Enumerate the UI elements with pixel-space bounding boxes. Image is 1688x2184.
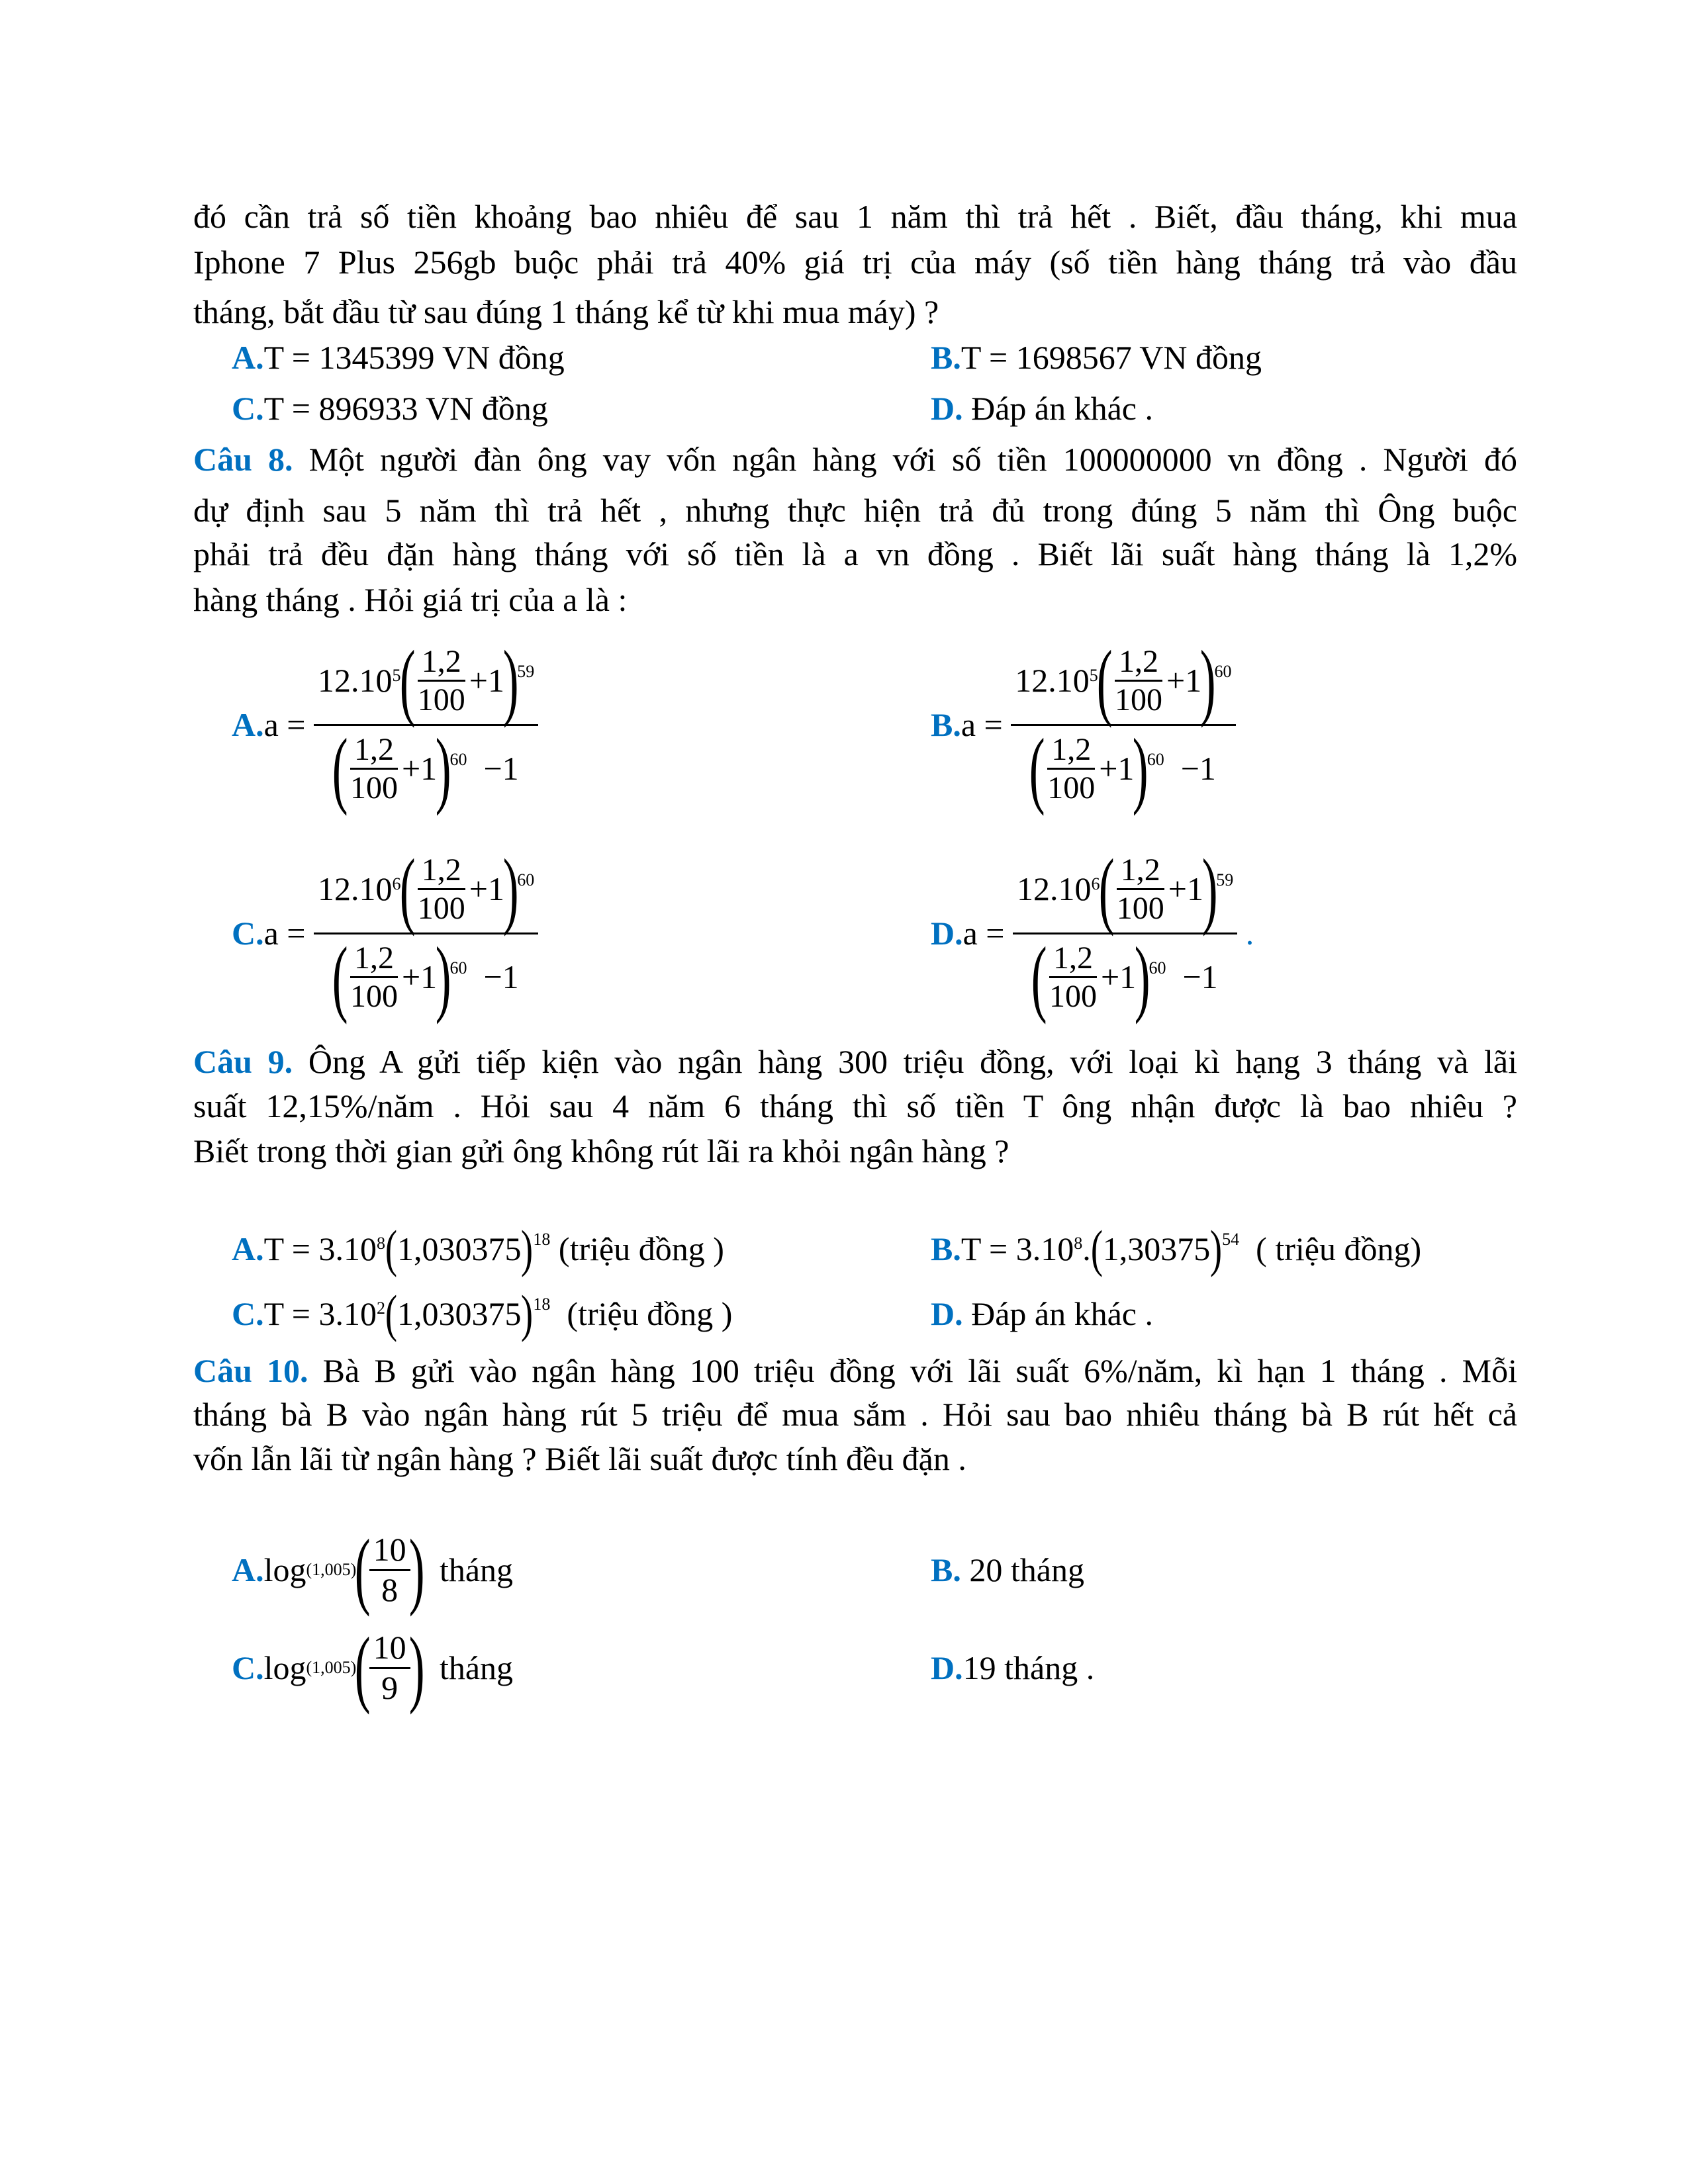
math-text: 100 bbox=[1049, 979, 1097, 1014]
parenthesis: ) bbox=[1201, 841, 1218, 937]
main-fraction bbox=[314, 633, 538, 817]
math-text: 1,2 bbox=[1117, 852, 1164, 890]
fraction-part bbox=[1029, 929, 1222, 1025]
math-group bbox=[1017, 841, 1234, 937]
option-label: A. bbox=[232, 1230, 264, 1267]
math-text: 19 tháng . bbox=[962, 1649, 1095, 1686]
q8-option-c[interactable] bbox=[232, 837, 538, 1029]
math-group bbox=[346, 731, 402, 806]
math-group bbox=[369, 1629, 410, 1707]
math-text: 1,2 bbox=[418, 643, 465, 682]
q9-option-b[interactable] bbox=[931, 1222, 1421, 1275]
question-label: Câu 9. bbox=[193, 1043, 293, 1080]
q8-line-2: dự định sau 5 năm thì trả hết , nhưng thực hiện trả đủ trong đúng 5 năm thì Ông buộc bbox=[193, 492, 1517, 529]
parenthesis: ) bbox=[435, 721, 451, 817]
fraction-part bbox=[314, 841, 538, 937]
q8-line-3: phải trả đều đặn hàng tháng với số tiền là a vn đồng . Biết lãi suất hàng tháng là 1,2% bbox=[193, 535, 1517, 572]
intro-line-3: tháng, bắt đầu từ sau đúng 1 tháng kể từ khi mua máy) ? bbox=[193, 293, 939, 330]
math-group bbox=[1031, 929, 1218, 1025]
math-text: . bbox=[1082, 1230, 1091, 1267]
math-text: +1 bbox=[1168, 870, 1203, 907]
math-text: 6 bbox=[1091, 874, 1100, 893]
math-text: T = 3.10 bbox=[263, 1295, 377, 1332]
math-group bbox=[414, 643, 469, 718]
math-text: +1 bbox=[469, 870, 504, 907]
main-fraction bbox=[1011, 633, 1235, 817]
q7-option-d[interactable] bbox=[931, 388, 1153, 428]
math-text: +1 bbox=[1100, 958, 1137, 995]
math-text: 100 bbox=[1116, 891, 1164, 926]
math-text: 5 bbox=[392, 665, 401, 685]
math-text: 12.10 bbox=[1017, 870, 1092, 907]
math-text: (triệu đồng ) bbox=[558, 1230, 724, 1267]
math-text: −1 bbox=[1180, 749, 1216, 787]
math-text: +1 bbox=[1099, 749, 1135, 787]
q10-option-c[interactable] bbox=[232, 1621, 513, 1714]
intro-line-2: Iphone 7 Plus 256gb buộc phải trả 40% giá trị của máy (số tiền hàng tháng trả vào đầu bbox=[193, 244, 1517, 281]
math-group bbox=[318, 841, 535, 937]
fraction-part bbox=[330, 721, 523, 817]
parenthesis: ( bbox=[355, 1620, 371, 1715]
fraction-part bbox=[1013, 841, 1237, 937]
math-text: 12.10 bbox=[1015, 661, 1090, 699]
math-text: 18 bbox=[533, 1295, 551, 1314]
parenthesis: ) bbox=[521, 1285, 534, 1342]
option-label: D. bbox=[931, 390, 963, 427]
math-group bbox=[318, 633, 535, 729]
question-text: Một người đàn ông vay vốn ngân hàng với số tiền 100000000 vn đồng . Người đó bbox=[308, 441, 1518, 478]
math-text: 59 bbox=[517, 661, 535, 681]
math-text: 1,30375 bbox=[1102, 1230, 1211, 1267]
option-label: D. bbox=[931, 1295, 963, 1332]
math-text: +1 bbox=[401, 749, 438, 787]
option-text: Đáp án khác . bbox=[971, 390, 1153, 427]
option-label: B. bbox=[931, 1230, 961, 1267]
math-text: 9 bbox=[381, 1668, 399, 1706]
option-label: B. bbox=[931, 706, 961, 743]
q8-line-4: hàng tháng . Hỏi giá trị của a là : bbox=[193, 581, 628, 618]
parenthesis: ( bbox=[399, 633, 416, 729]
q10-option-b[interactable] bbox=[931, 1524, 1084, 1616]
math-text: 5 bbox=[1089, 665, 1098, 685]
lhs: a = bbox=[961, 706, 1003, 743]
math-text: 100 bbox=[350, 979, 398, 1014]
lhs: a = bbox=[962, 915, 1005, 952]
math-text: 6 bbox=[392, 874, 401, 893]
main-fraction bbox=[1013, 841, 1237, 1025]
math-text: 8 bbox=[381, 1570, 399, 1608]
parenthesis: ) bbox=[502, 841, 519, 937]
trailing-dot: . bbox=[1245, 915, 1254, 952]
option-label: B. bbox=[931, 1551, 961, 1588]
q9-option-c[interactable] bbox=[232, 1287, 732, 1340]
option-label: B. bbox=[931, 339, 961, 376]
math-text: 60 bbox=[449, 749, 467, 769]
math-text: 8 bbox=[1074, 1234, 1083, 1253]
q9-line-1 bbox=[193, 1042, 1517, 1081]
q9-line-3: Biết trong thời gian gửi ông không rút lãi ra khỏi ngân hàng ? bbox=[193, 1132, 1009, 1169]
math-text: −1 bbox=[483, 749, 519, 787]
math-text: 1,2 bbox=[350, 731, 398, 770]
parenthesis: ) bbox=[1210, 1220, 1223, 1277]
math-text: −1 bbox=[483, 958, 519, 995]
q10-line-3: vốn lẫn lãi từ ngân hàng ? Biết lãi suất được tính đều đặn . bbox=[193, 1440, 966, 1477]
math-text: 12.10 bbox=[318, 661, 393, 699]
parenthesis: ) bbox=[521, 1220, 534, 1277]
math-text: (triệu đồng ) bbox=[567, 1295, 733, 1332]
math-text: 10 bbox=[369, 1629, 410, 1669]
math-group bbox=[332, 929, 519, 1025]
math-text: tháng bbox=[439, 1649, 514, 1686]
parenthesis: ( bbox=[1096, 633, 1113, 729]
option-text: T = 896933 VN đồng bbox=[263, 390, 548, 427]
math-text: 2 bbox=[376, 1298, 385, 1318]
math-text: 60 bbox=[1149, 958, 1166, 978]
q8-option-b[interactable] bbox=[931, 629, 1236, 821]
math-text: 60 bbox=[449, 958, 467, 978]
option-label: C. bbox=[232, 390, 264, 427]
math-text: ( triệu đồng) bbox=[1256, 1230, 1422, 1267]
math-text: tháng bbox=[439, 1551, 514, 1588]
parenthesis: ( bbox=[1090, 1220, 1103, 1277]
parenthesis: ) bbox=[1133, 721, 1149, 817]
math-text: 54 bbox=[1222, 1230, 1240, 1249]
math-group bbox=[1015, 633, 1232, 729]
parenthesis: ( bbox=[385, 1285, 398, 1342]
math-text: 1,2 bbox=[1049, 940, 1097, 978]
math-text: 8 bbox=[376, 1234, 385, 1253]
math-text: 60 bbox=[517, 870, 535, 889]
parenthesis: ( bbox=[355, 1522, 371, 1617]
math-text: 1,030375 bbox=[397, 1230, 522, 1267]
q10-option-d[interactable] bbox=[931, 1621, 1094, 1714]
math-text: −1 bbox=[1182, 958, 1218, 995]
q9-line-2: suất 12,15%/năm . Hỏi sau 4 năm 6 tháng thì số tiền T ông nhận được là bao nhiêu ? bbox=[193, 1087, 1517, 1124]
lhs: a = bbox=[263, 915, 306, 952]
q10-line-1 bbox=[193, 1351, 1517, 1390]
math-group bbox=[332, 721, 519, 817]
parenthesis: ( bbox=[399, 841, 416, 937]
math-text: (1,005) bbox=[306, 1658, 357, 1677]
option-label: A. bbox=[232, 339, 264, 376]
option-text: T = 1345399 VN đồng bbox=[263, 339, 565, 376]
math-text: 60 bbox=[1147, 749, 1164, 769]
math-text: 100 bbox=[1047, 770, 1096, 805]
option-text: T = 1698567 VN đồng bbox=[961, 339, 1262, 376]
math-text: 12.10 bbox=[318, 870, 393, 907]
q7-option-b[interactable] bbox=[931, 338, 1262, 377]
math-text: 1,2 bbox=[350, 940, 398, 978]
parenthesis: ( bbox=[1029, 721, 1045, 817]
math-text: 10 bbox=[369, 1531, 410, 1571]
math-text: 1,2 bbox=[418, 852, 465, 890]
parenthesis: ( bbox=[332, 929, 348, 1025]
math-text: 1,2 bbox=[1115, 643, 1162, 682]
math-text: 1,2 bbox=[1047, 731, 1095, 770]
math-group bbox=[1029, 721, 1216, 817]
math-group bbox=[414, 852, 469, 927]
option-label: A. bbox=[232, 1551, 264, 1588]
q7-option-a[interactable] bbox=[232, 338, 565, 377]
fraction-part bbox=[314, 633, 538, 729]
math-text: 100 bbox=[417, 891, 465, 926]
q8-option-d[interactable] bbox=[931, 837, 1254, 1029]
option-label: A. bbox=[232, 706, 264, 743]
question-label: Câu 10. bbox=[193, 1352, 308, 1389]
parenthesis: ( bbox=[1098, 841, 1115, 937]
q8-option-a[interactable] bbox=[232, 629, 538, 821]
option-label: D. bbox=[931, 915, 963, 952]
math-group bbox=[1113, 852, 1168, 927]
intro-line-1: đó cần trả số tiền khoảng bao nhiêu để sau 1 năm thì trả hết . Biết, đầu tháng, khi mua bbox=[193, 198, 1517, 235]
math-group bbox=[369, 1531, 410, 1609]
option-label: C. bbox=[232, 915, 264, 952]
q7-option-c[interactable] bbox=[232, 388, 548, 428]
main-fraction bbox=[314, 841, 538, 1025]
fraction-part bbox=[1011, 633, 1235, 729]
parenthesis: ) bbox=[408, 1522, 425, 1617]
math-text: 20 tháng bbox=[969, 1551, 1084, 1588]
math-text: (1,005) bbox=[306, 1560, 357, 1579]
math-text: 100 bbox=[417, 682, 465, 717]
math-text: T = 3.10 bbox=[263, 1230, 377, 1267]
math-group bbox=[1045, 940, 1101, 1015]
q8-line-1 bbox=[193, 439, 1517, 479]
math-text: log bbox=[263, 1551, 306, 1588]
option-label: D. bbox=[931, 1649, 963, 1686]
math-text: 100 bbox=[1115, 682, 1163, 717]
q10-option-a[interactable] bbox=[232, 1524, 513, 1616]
lhs: a = bbox=[263, 706, 306, 743]
math-text: 100 bbox=[350, 770, 398, 805]
parenthesis: ( bbox=[1031, 929, 1047, 1025]
math-group bbox=[1043, 731, 1099, 806]
fraction-part bbox=[1027, 721, 1220, 817]
q9-option-d[interactable] bbox=[931, 1287, 1153, 1340]
math-text: +1 bbox=[1166, 661, 1202, 699]
math-text: 18 bbox=[533, 1230, 551, 1249]
math-group bbox=[1111, 643, 1166, 718]
parenthesis: ( bbox=[332, 721, 348, 817]
math-text: log bbox=[263, 1649, 306, 1686]
q9-option-a[interactable] bbox=[232, 1222, 724, 1275]
math-text: 60 bbox=[1214, 661, 1232, 681]
parenthesis: ( bbox=[385, 1220, 398, 1277]
question-label: Câu 8. bbox=[193, 441, 293, 478]
math-group bbox=[346, 940, 402, 1015]
option-label: C. bbox=[232, 1649, 264, 1686]
parenthesis: ) bbox=[502, 633, 519, 729]
parenthesis: ) bbox=[1199, 633, 1216, 729]
parenthesis: ) bbox=[408, 1620, 425, 1715]
question-text: Ông A gửi tiếp kiện vào ngân hàng 300 triệu đồng, với loại kì hạng 3 tháng và lãi bbox=[308, 1043, 1517, 1080]
option-label: C. bbox=[232, 1295, 264, 1332]
fraction-part bbox=[330, 929, 523, 1025]
math-text: +1 bbox=[401, 958, 438, 995]
question-text: Bà B gửi vào ngân hàng 100 triệu đồng với lãi suất 6%/năm, kì hạn 1 tháng . Mỗi bbox=[322, 1352, 1517, 1389]
q10-line-2: tháng bà B vào ngân hàng rút 5 triệu để mua sắm . Hỏi sau bao nhiêu tháng bà B rút hết cả bbox=[193, 1396, 1517, 1433]
math-text: 59 bbox=[1216, 870, 1234, 889]
math-text: 1,030375 bbox=[397, 1295, 522, 1332]
math-text: Đáp án khác . bbox=[971, 1295, 1153, 1332]
math-text: +1 bbox=[469, 661, 504, 699]
math-text: T = 3.10 bbox=[961, 1230, 1074, 1267]
parenthesis: ) bbox=[435, 929, 451, 1025]
parenthesis: ) bbox=[1134, 929, 1150, 1025]
